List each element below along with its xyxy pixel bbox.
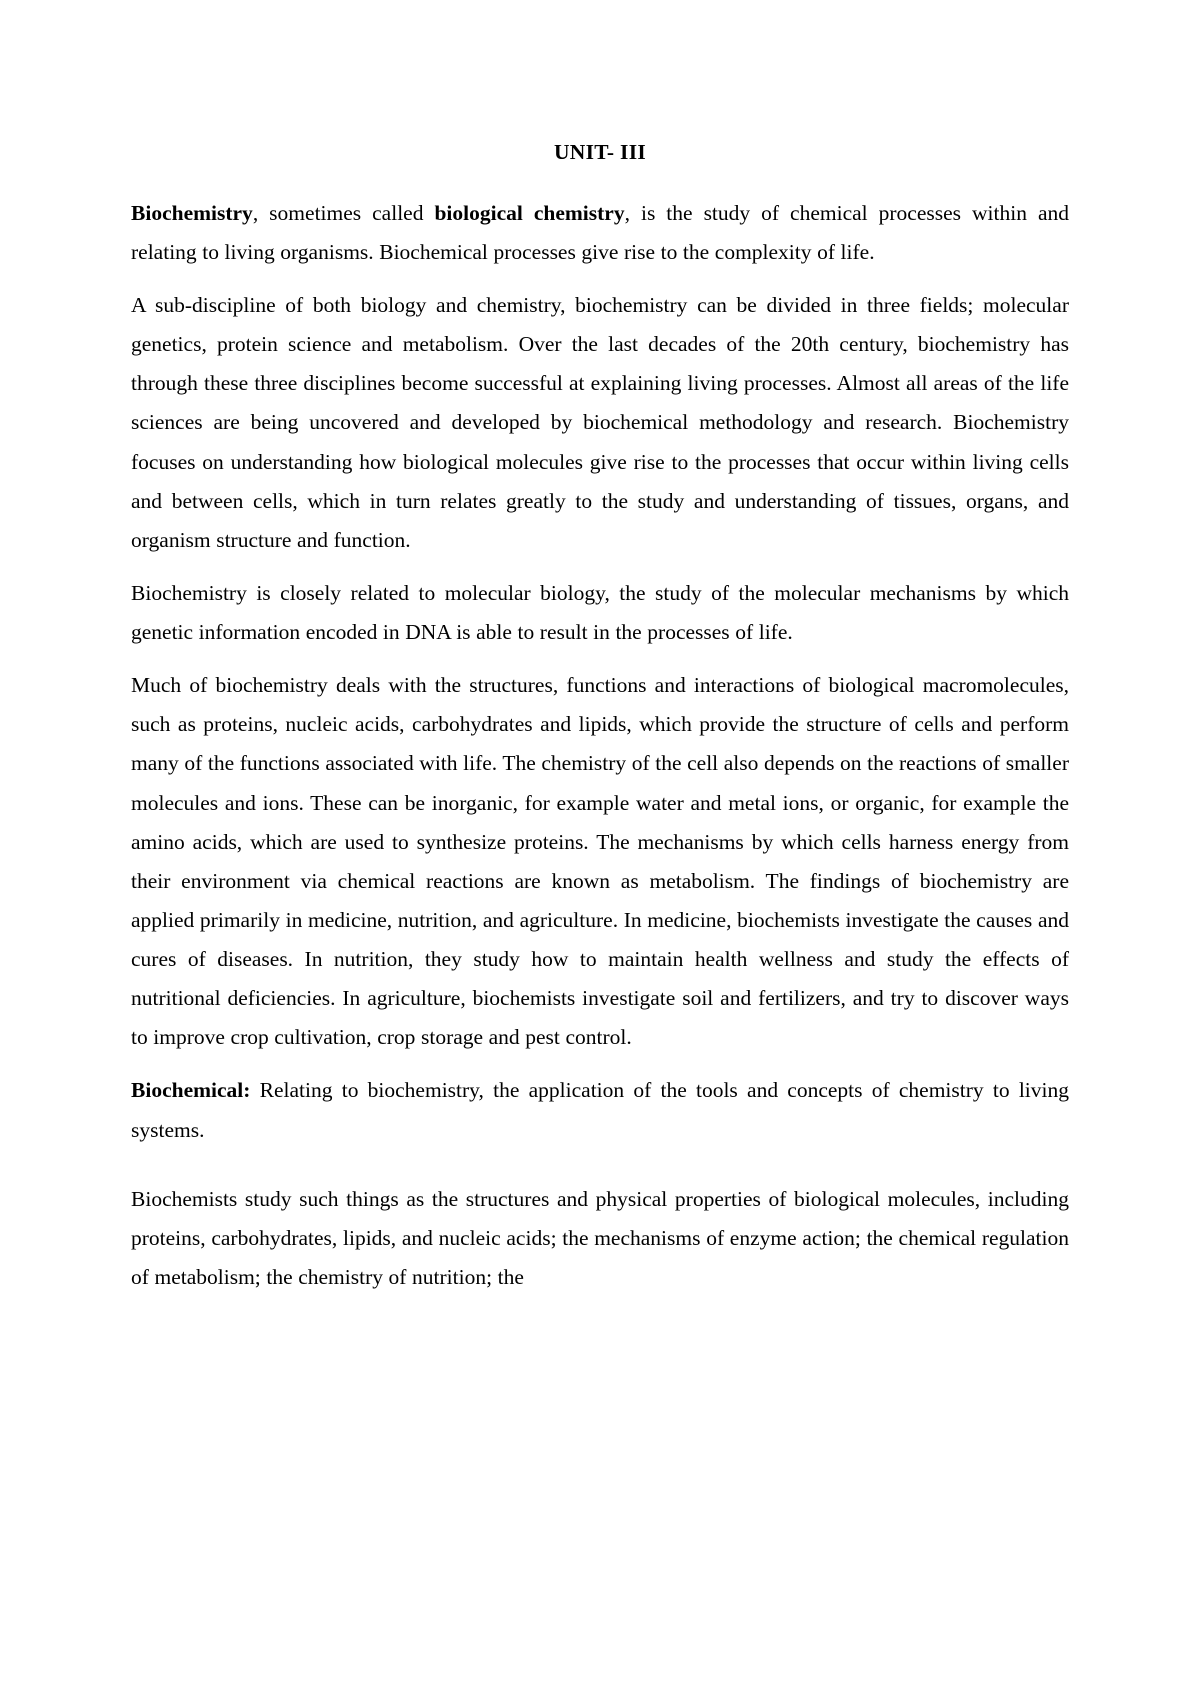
bold-text-run: Biochemical:	[131, 1078, 251, 1103]
text-run: A sub-discipline of both biology and chemistry, biochemistry can be divided in three fields; molecular genetics, protein science and metabolism. Over the last decades of the 20th century, biochemistry has through these three disciplines become successful at explaining living processes. Almost all areas of the life sciences are being uncovered and developed by biochemical methodology and research. Biochemistry focuses on understanding how biological molecules give rise to the processes that occur within living cells and between cells, which in turn relates greatly to the study and understanding of tissues, organs, and organism structure and function.	[131, 293, 1069, 552]
document-body	[131, 194, 1069, 1297]
paragraph-p4	[131, 666, 1069, 1057]
bold-text-run: biological chemistry	[434, 200, 625, 225]
page-title: UNIT- III	[553, 140, 647, 164]
paragraph-p3	[131, 574, 1069, 652]
text-run: , is the study of chemical processes within and relating to living organisms. Biochemical processes give rise to the complexity of life.	[131, 200, 1070, 264]
paragraph-p5	[131, 1071, 1069, 1149]
paragraph-p6	[131, 1180, 1069, 1297]
text-run: , sometimes called	[252, 200, 435, 225]
text-run: Biochemistry is closely related to molecular biology, the study of the molecular mechanisms by which genetic information encoded in DNA is able to result in the processes of life.	[131, 580, 1069, 645]
bold-text-run: Biochemistry	[131, 200, 253, 225]
text-run: Much of biochemistry deals with the structures, functions and interactions of biological macromolecules, such as proteins, nucleic acids, carbohydrates and lipids, which provide the structure of cells and perform many of the functions associated with life. The chemistry of the cell also depends on the reactions of smaller molecules and ions. These can be inorganic, for example water and metal ions, or organic, for example the amino acids, which are used to synthesize proteins. The mechanisms by which cells harness energy from their environment via chemical reactions are known as metabolism. The findings of biochemistry are applied primarily in medicine, nutrition, and agriculture. In medicine, biochemists investigate the causes and cures of diseases. In nutrition, they study how to maintain health wellness and study the effects of nutritional deficiencies. In agriculture, biochemists investigate soil and fertilizers, and try to discover ways to improve crop cultivation, crop storage and pest control.	[131, 673, 1069, 1050]
paragraph-p1	[131, 194, 1069, 272]
text-run: Relating to biochemistry, the application of the tools and concepts of chemistry to living systems.	[131, 1078, 1069, 1142]
text-run: Biochemists study such things as the structures and physical properties of biological molecules, including proteins, carbohydrates, lipids, and nucleic acids; the mechanisms of enzyme action; the chemical regulation of metabolism; the chemistry of nutrition; the	[131, 1186, 1069, 1289]
paragraph-p2	[131, 286, 1069, 560]
